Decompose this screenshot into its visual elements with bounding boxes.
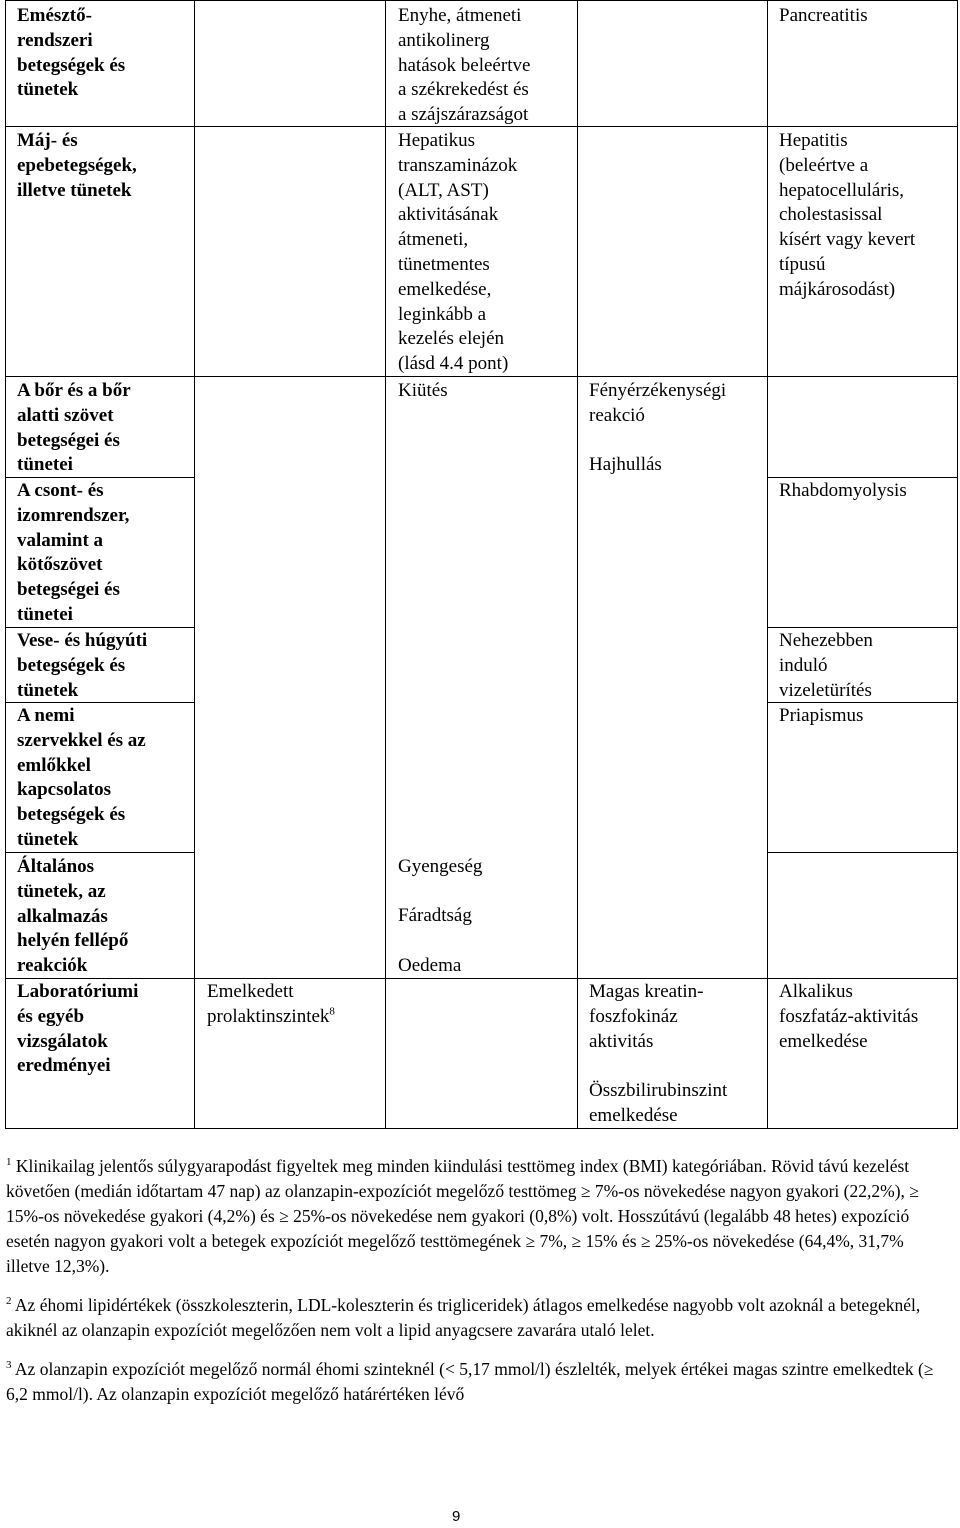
footnote-number: 3 bbox=[6, 1359, 12, 1372]
table-cell: Oedema bbox=[398, 955, 462, 976]
category-label: Máj- és epebetegségek, illetve tünetek bbox=[17, 130, 137, 201]
footnote-number: 2 bbox=[6, 1295, 12, 1308]
column-divider bbox=[577, 0, 578, 1129]
category-label: A csont- és izomrendszer, valamint a kötőszövet betegségei és tünetei bbox=[17, 480, 130, 625]
category-label: Emésztő- rendszeri betegségek és tünetek bbox=[17, 5, 126, 101]
row-divider bbox=[5, 978, 958, 979]
category-label: A nemi szervekkel és az emlőkkel kapcsolatos betegségek és tünetek bbox=[17, 705, 146, 850]
table-cell: Fényérzékenységi reakció bbox=[589, 380, 727, 426]
table-cell: Hajhullás bbox=[589, 454, 662, 475]
category-label: A bőr és a bőr alatti szövet betegségei és tünetei bbox=[17, 380, 131, 476]
category-label: Vese- és húgyúti betegségek és tünetek bbox=[17, 630, 148, 701]
table-cell: Rhabdomyolysis bbox=[779, 480, 907, 501]
table-cell: Priapismus bbox=[779, 705, 864, 726]
table-cell: Hepatikus transzaminázok (ALT, AST) aktivitásának átmeneti, tünetmentes emelkedése, leginkább a kezelés elején (lásd 4.4 pont) bbox=[398, 130, 518, 375]
table-cell: Magas kreatin- foszfokináz aktivitás bbox=[589, 981, 704, 1052]
footnote bbox=[6, 1154, 946, 1279]
footnote-text: Klinikailag jelentős súlygyarapodást figyeltek meg minden kiindulási testtömeg index (BMI) kategóriában. Rövid távú kezelést követően (medián időtartam 47 nap) az olanzapin-expozíciót megelőző testtömeg ≥ 7%-os növekedése nagyon gyakori (22,2%), ≥ 15%-os növekedése gyakori (4,2%) és ≥ 25%-os növekedése nem gyakori (0,8%) volt. Hosszútávú (legalább 48 hetes) expozíció esetén nagyon gyakori volt a betegek expozíciót megelőző testtömegének ≥ 7%, ≥ 15% és ≥ 25%-os növekedése (64,4%, 31,7% illetve 12,3%). bbox=[6, 1156, 919, 1276]
table-cell bbox=[207, 980, 335, 1030]
table-cell: Gyengeség bbox=[398, 856, 483, 877]
category-label: Általános tünetek, az alkalmazás helyén fellépő reakciók bbox=[17, 856, 129, 977]
table-cell: Kiütés bbox=[398, 380, 448, 401]
footnote bbox=[6, 1293, 946, 1343]
footnote-text: Az olanzapin expozíciót megelőző normál éhomi szinteknél (< 5,17 mmol/l) észlelték, melyek értékei magas szintre emelkedtek (≥ 6,2 mmol/l). Az olanzapin expozíciót megelőző határértéken lévő bbox=[6, 1359, 934, 1404]
footnote-ref: 8 bbox=[329, 1005, 335, 1018]
row-divider bbox=[767, 627, 958, 628]
table-cell: Nehezebben induló vizeletürítés bbox=[779, 630, 873, 701]
table-cell-text: Emelkedett prolaktinszintek bbox=[207, 981, 330, 1027]
column-divider bbox=[385, 0, 386, 1129]
table-cell: Enyhe, átmeneti antikolinerg hatások beleértve a székrekedést és a szájszárazságot bbox=[398, 5, 531, 126]
footnote bbox=[6, 1357, 946, 1407]
row-divider bbox=[767, 852, 958, 853]
row-divider bbox=[767, 477, 958, 478]
footnote-number: 1 bbox=[6, 1156, 12, 1169]
column-divider bbox=[767, 0, 768, 1129]
table-cell: Összbilirubinszint emelkedése bbox=[589, 1080, 728, 1126]
table-cell: Fáradtság bbox=[398, 905, 472, 926]
category-label: Laboratóriumi és egyéb vizsgálatok eredményei bbox=[17, 981, 139, 1077]
footnote-text: Az éhomi lipidértékek (összkoleszterin, LDL-koleszterin és trigliceridek) átlagos emelkedése nagyobb volt azoknál a betegeknél, akiknél az olanzapin expozíciót megelőzően nem volt a lipid anyagcsere zavarára utaló lelet. bbox=[6, 1295, 921, 1340]
page-number: 9 bbox=[452, 1508, 461, 1525]
table-cell: Pancreatitis bbox=[779, 5, 868, 26]
column-divider bbox=[194, 0, 195, 1129]
table-cell: Alkalikus foszfatáz-aktivitás emelkedése bbox=[779, 981, 919, 1052]
table-cell: Hepatitis (beleértve a hepatocelluláris, cholestasissal kísért vagy kevert típusú májkárosodást) bbox=[779, 130, 916, 300]
footnotes bbox=[6, 1154, 946, 1421]
